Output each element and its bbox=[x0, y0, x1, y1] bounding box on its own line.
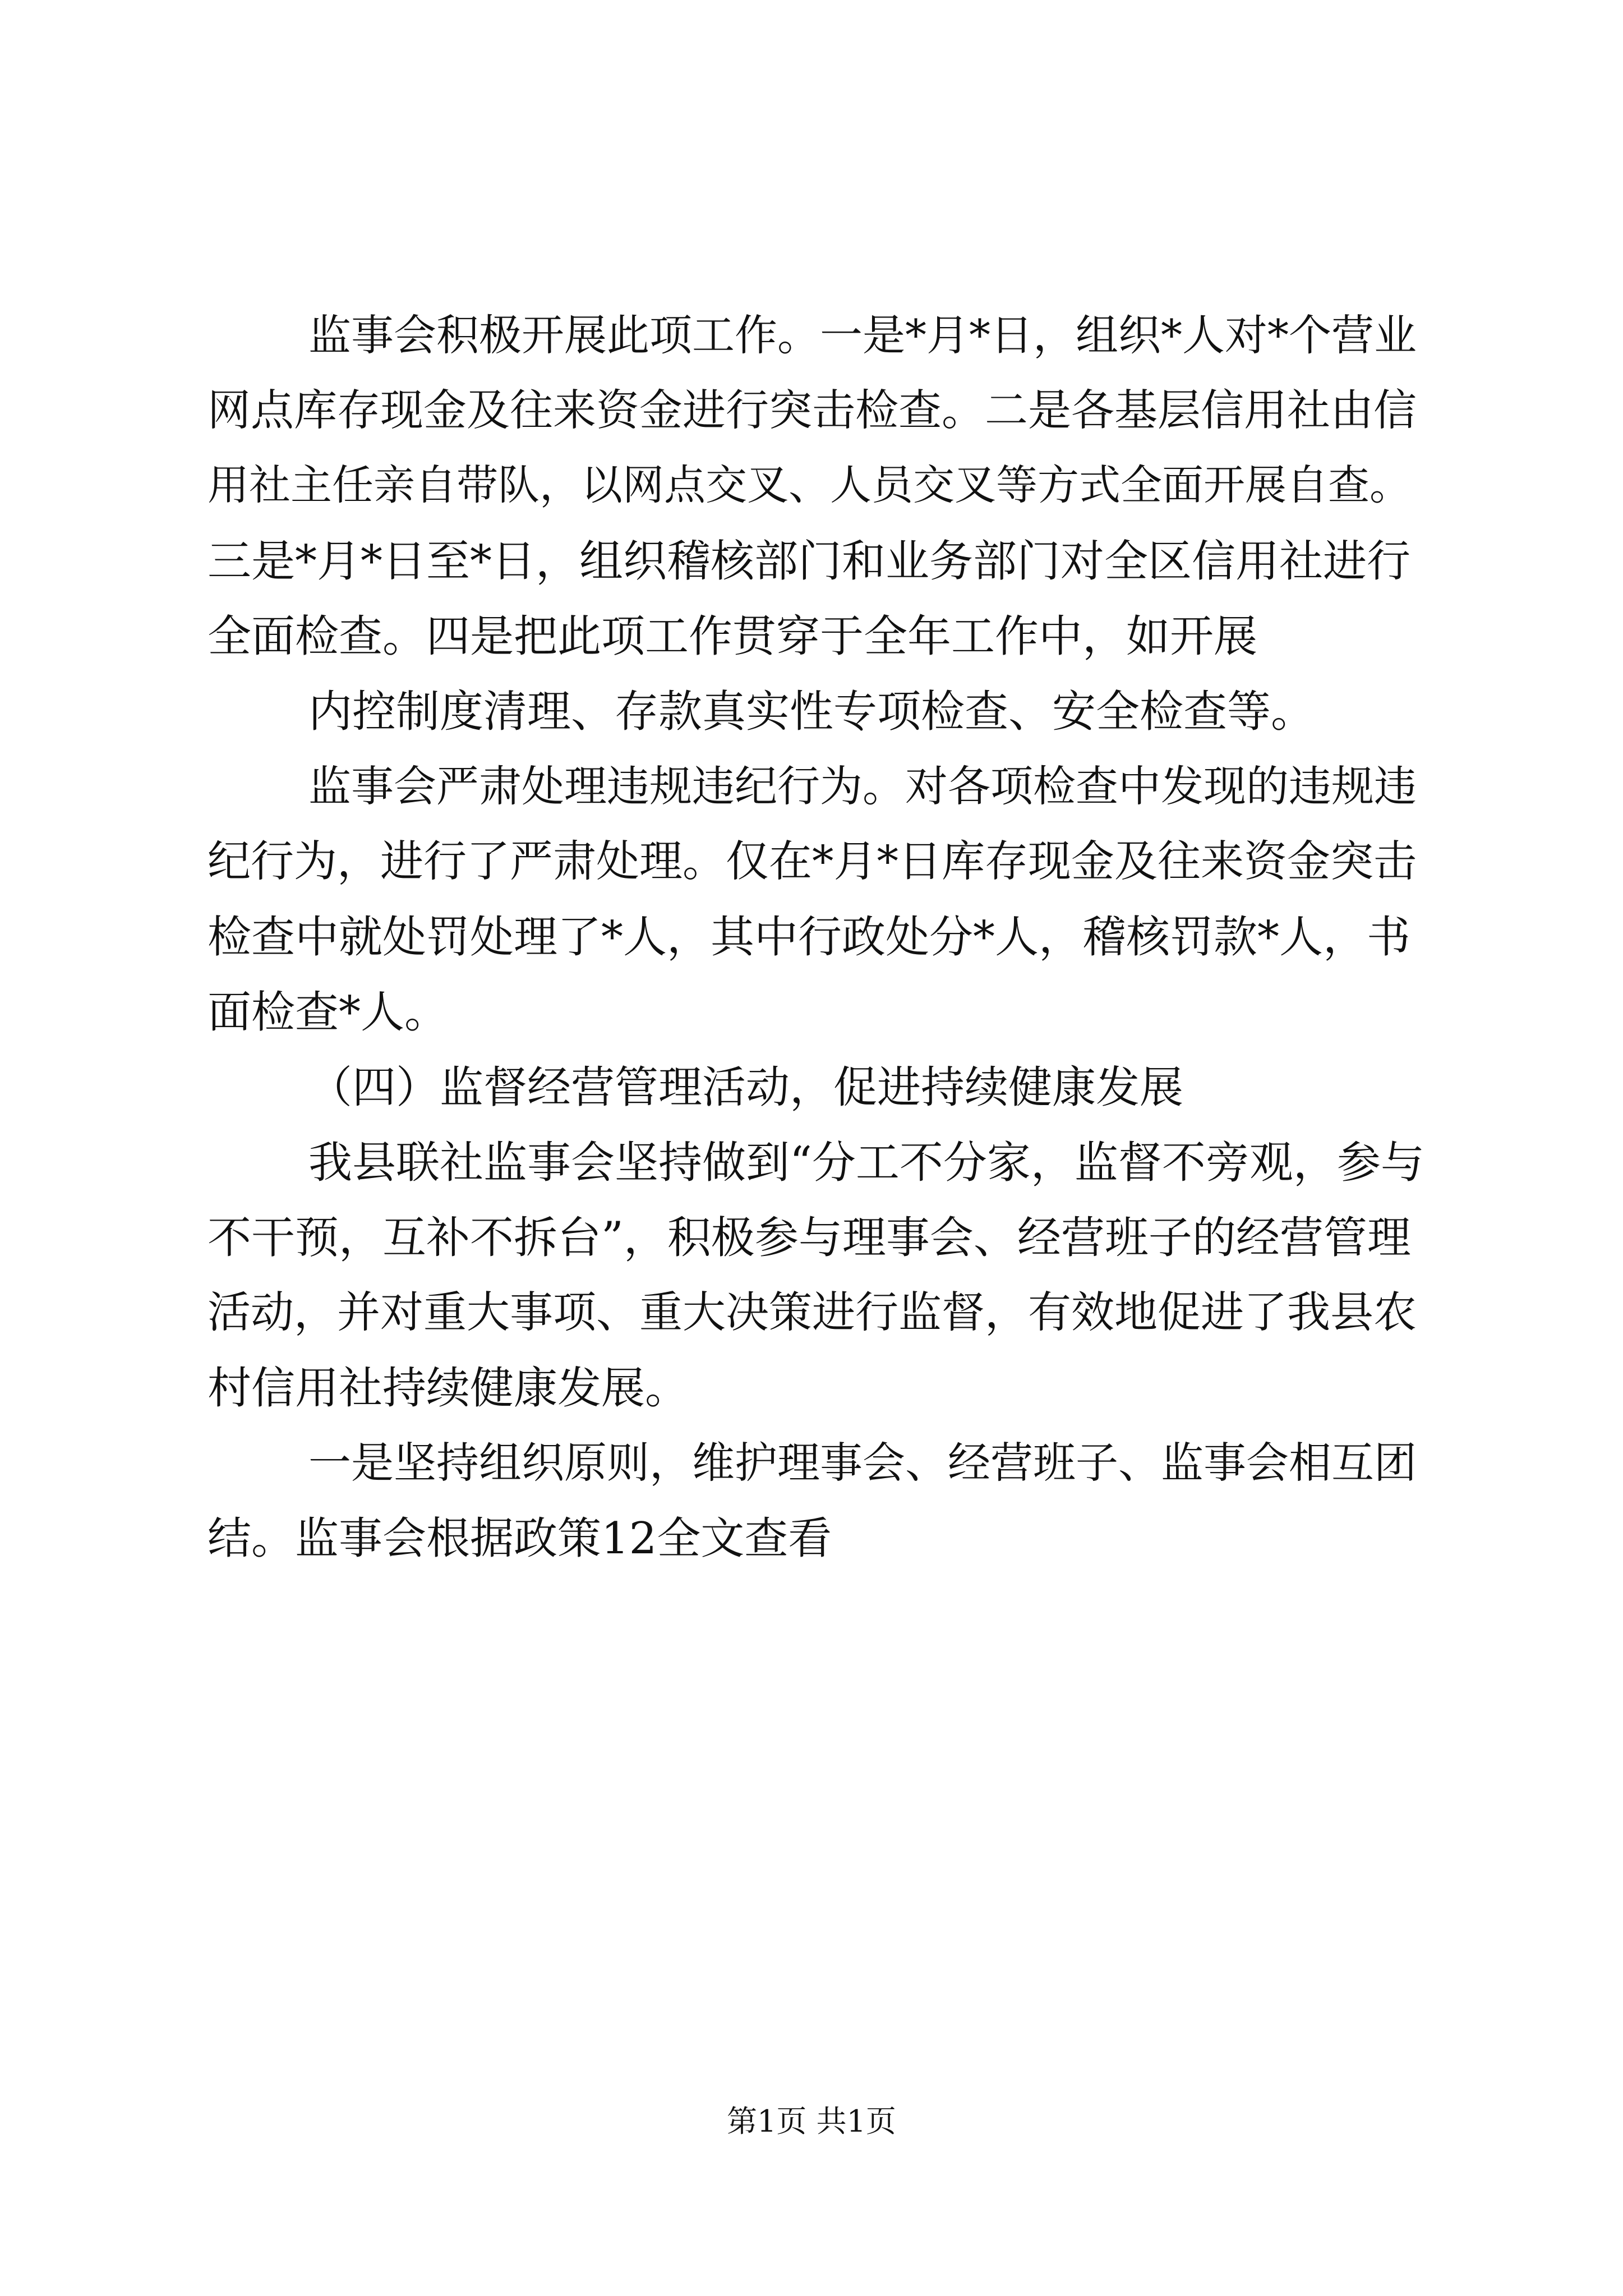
text-line-9: 检查中就处罚处理了*人，其中行政处分*人，稽核罚款*人，书 bbox=[208, 912, 1411, 963]
text-line-14: 活动，并对重大事项、重大决策进行监督，有效地促进了我县农 bbox=[208, 1288, 1417, 1338]
text-line-15: 村信用社持续健康发展。 bbox=[208, 1363, 689, 1414]
text-line-13: 不干预，互补不拆台”，积极参与理事会、经营班子的经营管理 bbox=[208, 1213, 1411, 1263]
text-line-4: 三是*月*日至*日，组织稽核部门和业务部门对全区信用社进行 bbox=[208, 536, 1411, 587]
text-line-1: 监事会积极开展此项工作。一是*月*日，组织*人对*个营业 bbox=[308, 310, 1417, 360]
section-heading: （四）监督经营管理活动，促进持续健康发展 bbox=[308, 1062, 1184, 1113]
text-line-16: 一是坚持组织原则，维护理事会、经营班子、监事会相互团 bbox=[308, 1438, 1417, 1488]
text-line-6: 内控制度清理、存款真实性专项检查、安全检查等。 bbox=[308, 687, 1315, 737]
text-line-3: 用社主任亲自带队，以网点交叉、人员交叉等方式全面开展自查。 bbox=[208, 461, 1411, 509]
text-line-10: 面检查*人。 bbox=[208, 987, 449, 1038]
text-line-17: 结。监事会根据政策12全文查看 bbox=[208, 1513, 832, 1564]
text-line-2: 网点库存现金及往来资金进行突击检查。二是各基层信用社由信 bbox=[208, 386, 1417, 436]
text-line-12: 我县联社监事会坚持做到“分工不分家，监督不旁观，参与 bbox=[308, 1138, 1424, 1188]
text-line-5: 全面检查。四是把此项工作贯穿于全年工作中，如开展 bbox=[208, 611, 1258, 662]
text-line-7: 监事会严肃处理违规违纪行为。对各项检查中发现的违规违 bbox=[308, 761, 1417, 811]
page-number-footer: 第1页 共1页 bbox=[727, 2104, 896, 2139]
text-line-8: 纪行为，进行了严肃处理。仅在*月*日库存现金及往来资金突击 bbox=[208, 837, 1417, 887]
